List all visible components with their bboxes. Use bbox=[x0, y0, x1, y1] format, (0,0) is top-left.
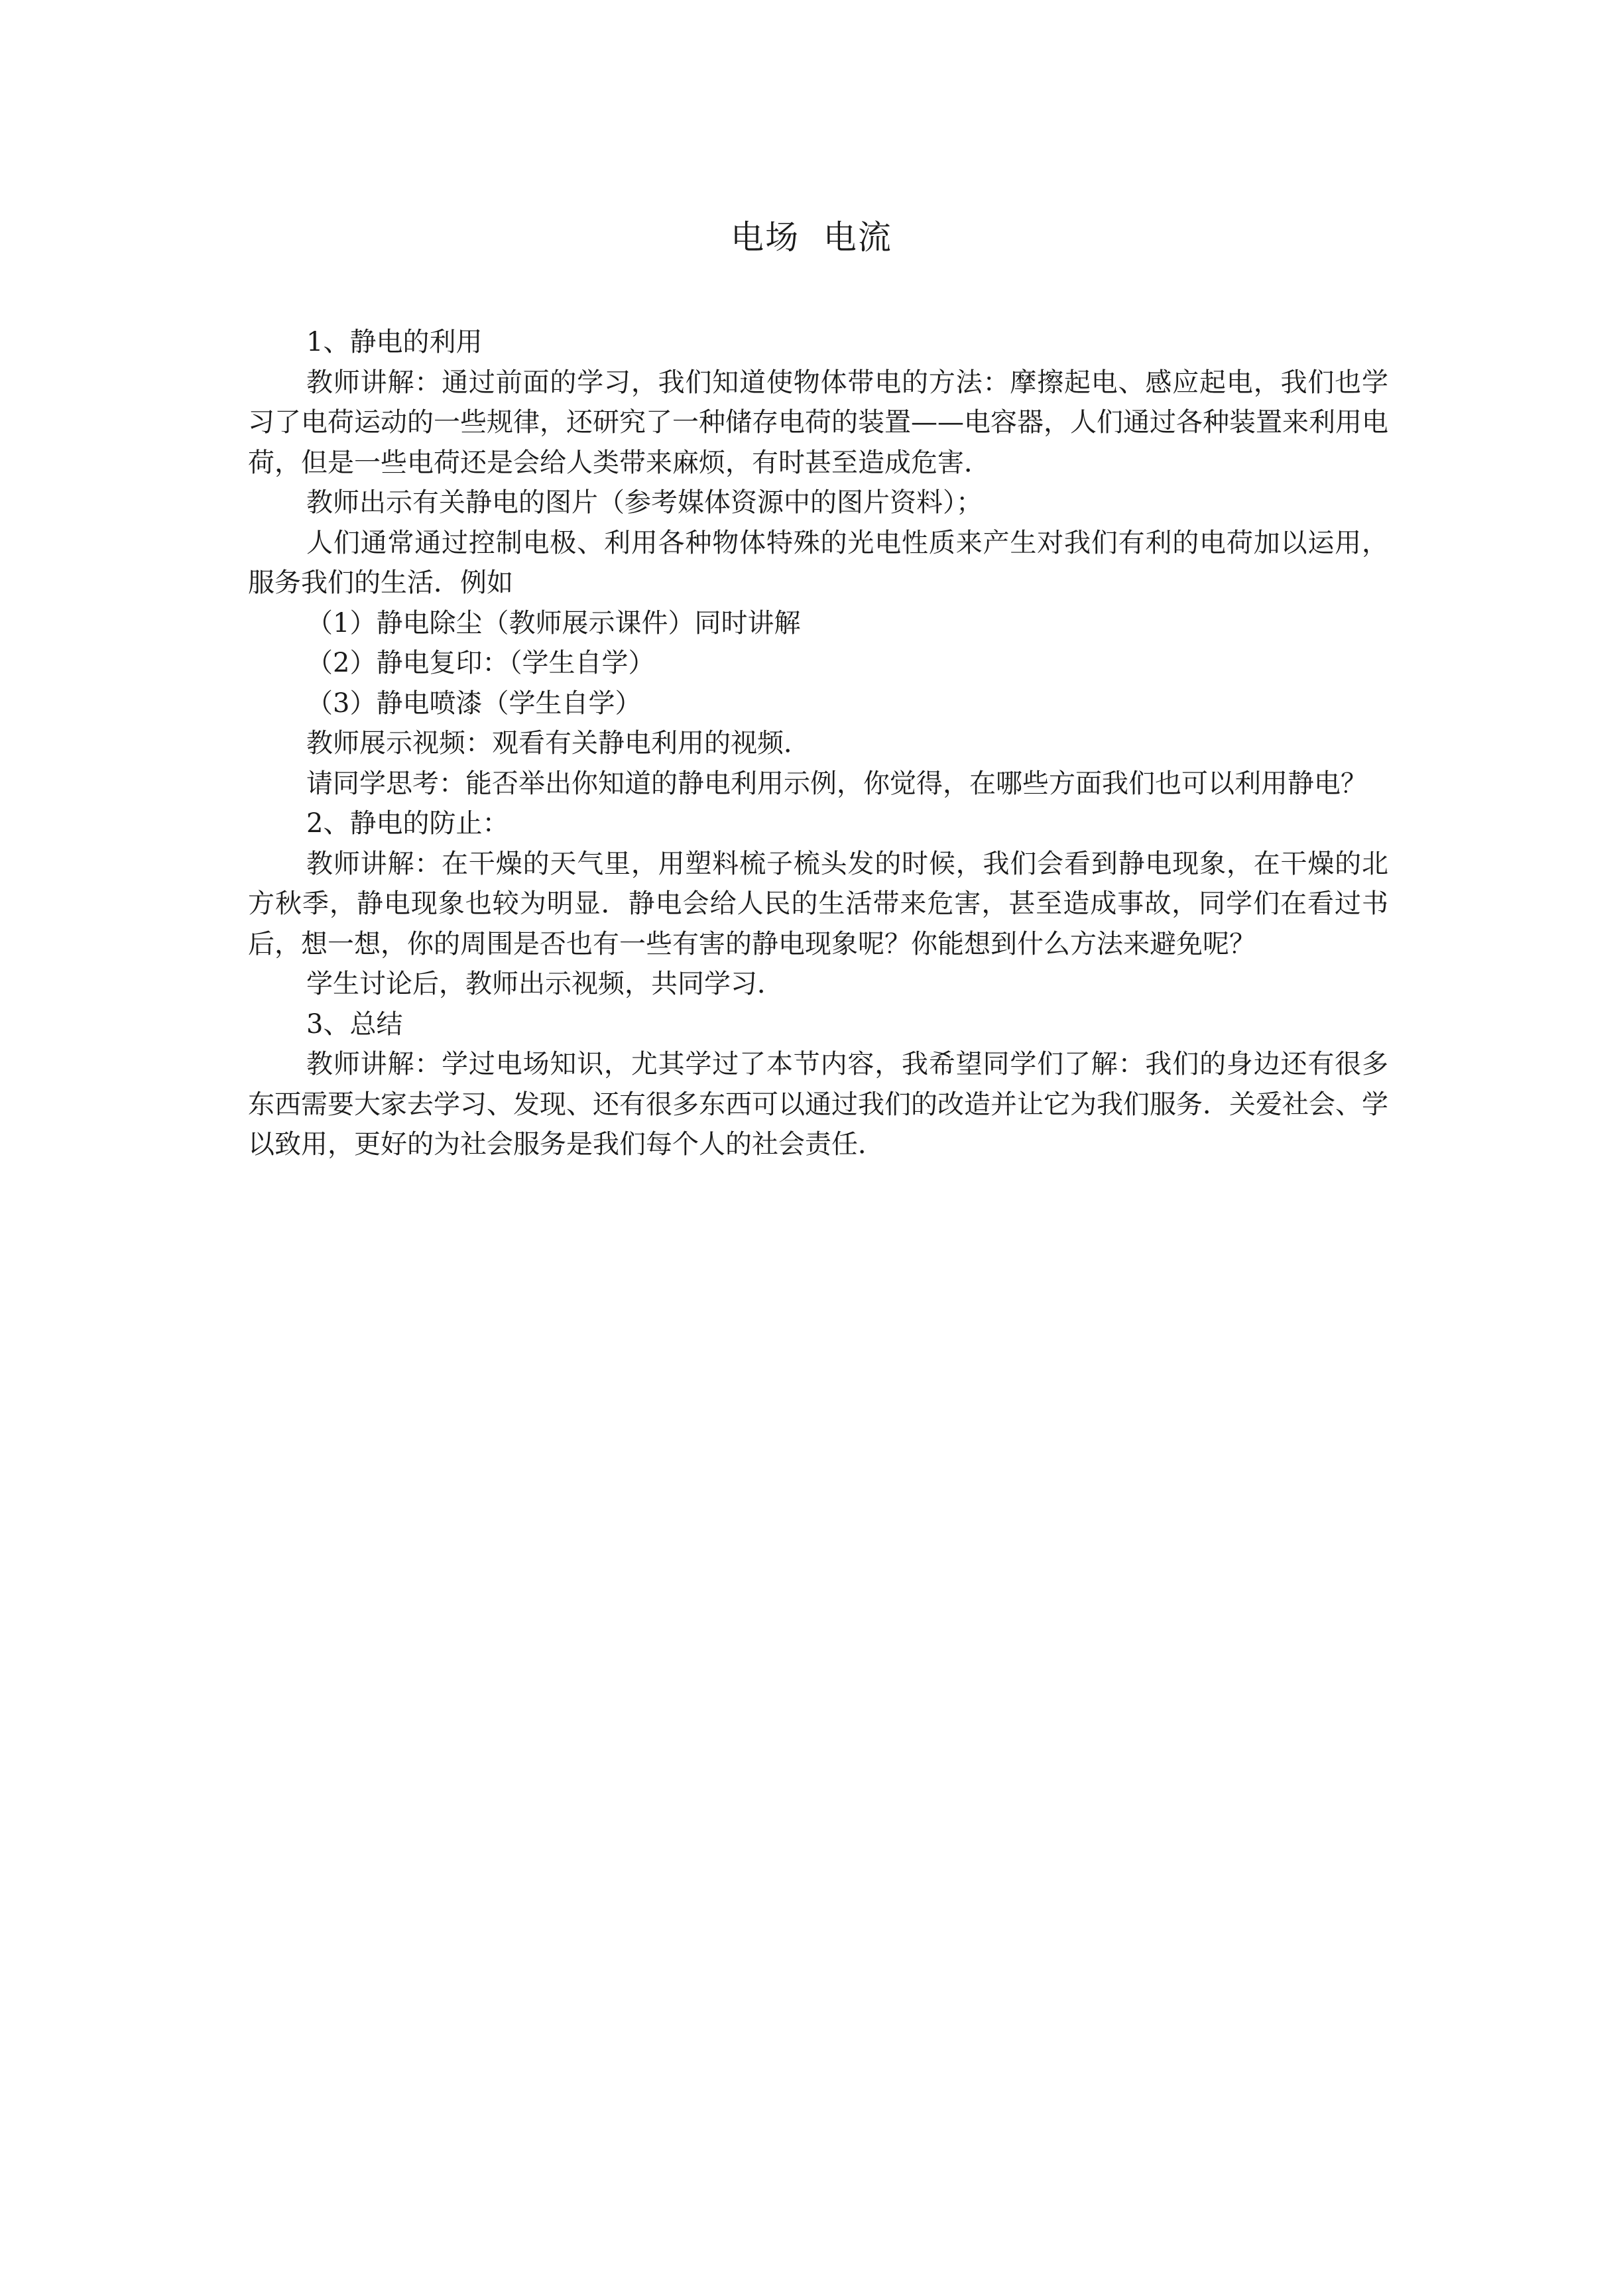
section-heading-use: 1、静电的利用 bbox=[306, 327, 483, 357]
document-title: 电场 电流 bbox=[731, 218, 892, 257]
paragraph-teacher-explanation-2: 教师讲解：在干燥的天气里，用塑料梳子梳头发的时候，我们会看到静电现象，在干燥的北方秋季，静电现象也较为明显．静电会给人民的生活带来危害，甚至造成事故，同学们在看过书后，想一想，你的周围是否也有一些有害的静电现象呢？你能想到什么方法来避免呢？ bbox=[248, 848, 1388, 959]
paragraph-show-pictures: 教师出示有关静电的图片（参考媒体资源中的图片资料）； bbox=[306, 487, 983, 518]
document-body bbox=[248, 322, 1388, 1165]
list-item-spray-painting: （3）静电喷漆（学生自学） bbox=[306, 688, 642, 719]
list-item-dust-removal: （1）静电除尘（教师展示课件）同时讲解 bbox=[306, 607, 801, 638]
list-item-copying: （2）静电复印：（学生自学） bbox=[306, 648, 655, 678]
paragraph-show-video: 教师展示视频：观看有关静电利用的视频． bbox=[306, 728, 810, 758]
section-heading-prevention: 2、静电的防止： bbox=[306, 808, 509, 839]
section-heading-summary: 3、总结 bbox=[306, 1008, 403, 1040]
paragraph-student-question: 请同学思考：能否举出你知道的静电利用示例，你觉得，在哪些方面我们也可以利用静电？ bbox=[306, 768, 1367, 799]
paragraph-teacher-explanation-1: 教师讲解：通过前面的学习，我们知道使物体带电的方法：摩擦起电、感应起电，我们也学习了电荷运动的一些规律，还研究了一种储存电荷的装置——电容器，人们通过各种装置来利用电荷，但是一些电荷还是会给人类带来麻烦，有时甚至造成危害． bbox=[248, 367, 1388, 478]
paragraph-teacher-explanation-3: 教师讲解：学过电场知识，尤其学过了本节内容，我希望同学们了解：我们的身边还有很多东西需要大家去学习、发现、还有很多东西可以通过我们的改造并让它为我们服务．关爱社会、学以致用，更好的为社会服务是我们每个人的社会责任． bbox=[248, 1049, 1388, 1160]
paragraph-applications-intro: 人们通常通过控制电极、利用各种物体特殊的光电性质来产生对我们有利的电荷加以运用，服务我们的生活．例如 bbox=[248, 527, 1388, 598]
paragraph-discussion: 学生讨论后，教师出示视频，共同学习． bbox=[306, 969, 784, 999]
